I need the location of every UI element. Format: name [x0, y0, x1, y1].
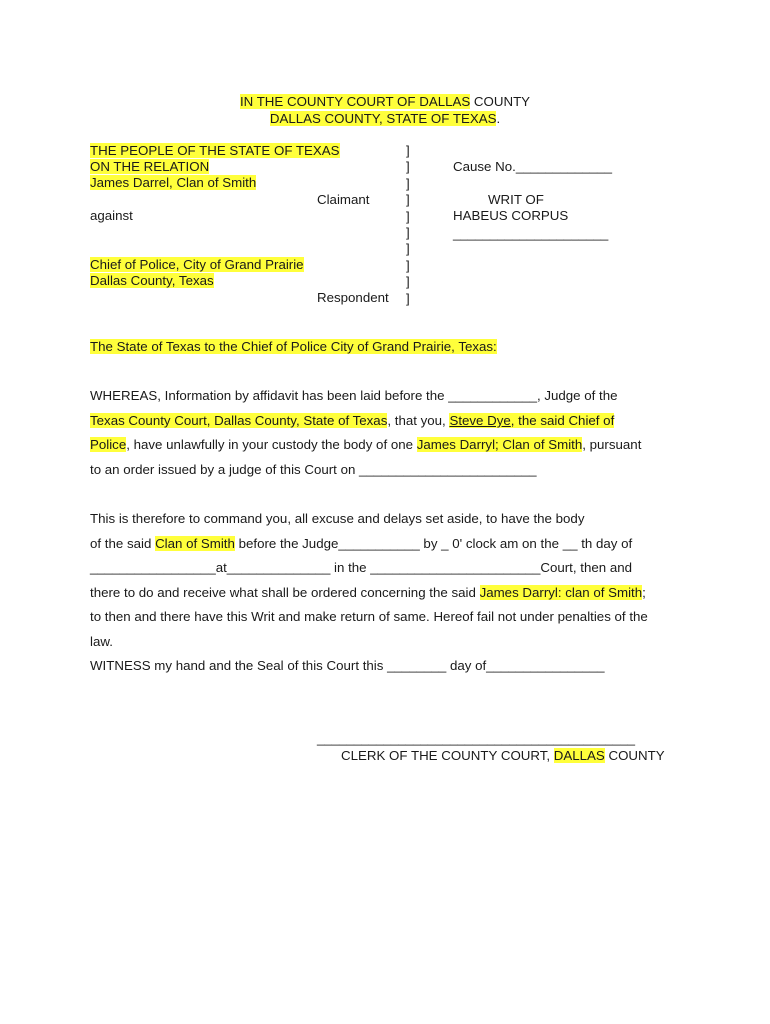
signature-county-highlight: DALLAS	[553, 748, 605, 763]
claimant-line-3-text: James Darrel, Clan of Smith	[90, 175, 257, 190]
para1-line-3	[90, 436, 641, 454]
respondent-line-2	[90, 273, 214, 289]
claimant-line-2-text: ON THE RELATION	[90, 159, 210, 174]
court-heading-line1-highlight: IN THE COUNTY COURT OF DALLAS	[239, 94, 471, 109]
para1-line-3-end: , pursuant	[582, 437, 642, 452]
para1-line-4: to an order issued by a judge of this Court on ________________________	[90, 462, 537, 477]
claimant-name-highlight-2: James Darryl: clan of Smith	[479, 585, 643, 600]
police-highlight: Police	[90, 437, 127, 452]
respondent-line-1-text: Chief of Police, City of Grand Prairie	[90, 257, 304, 272]
claimant-line-2	[90, 159, 209, 175]
signature-line: ___________________________________________	[317, 731, 635, 746]
writ-title-line-1: WRIT OF	[488, 192, 544, 207]
bracket: ]	[406, 274, 410, 290]
para2-line-4-end: ;	[642, 585, 646, 600]
court-heading-line2	[0, 110, 770, 127]
court-heading	[0, 93, 770, 110]
salutation-text: The State of Texas to the Chief of Police City of Grand Prairie, Texas:	[90, 339, 497, 354]
para2-line-2-end: before the Judge___________ by _ 0' clock am on the __ th day of	[234, 536, 633, 551]
court-heading-line2-highlight: DALLAS COUNTY, STATE OF TEXAS	[269, 111, 497, 126]
bracket: ]	[406, 208, 410, 224]
para1-line-2	[90, 412, 614, 430]
signature-label	[341, 748, 665, 764]
respondent-name-highlight: Steve Dye	[449, 413, 511, 428]
claimant-line-3	[90, 175, 256, 191]
bracket: ]	[406, 143, 410, 158]
court-heading-line1-rest: COUNTY	[470, 94, 531, 109]
para2-line-3: _________________at______________ in the _______________________Court, then and	[90, 560, 633, 575]
para2-line-4	[90, 584, 646, 602]
cause-number: Cause No._____________	[453, 159, 612, 174]
against-label: against	[90, 208, 133, 223]
para1-line-2-text: , that you,	[387, 413, 450, 428]
para2-line-2-start: of the said	[90, 536, 156, 551]
claimant-name-highlight: James Darryl; Clan of Smith	[416, 437, 583, 452]
claimant-line-1-text: THE PEOPLE OF THE STATE OF TEXAS	[90, 143, 340, 158]
bracket: ]	[406, 290, 410, 306]
salutation	[90, 338, 497, 356]
para2-line-5: to then and there have this Writ and make return of same. Hereof fail not under penalties of the	[90, 609, 648, 624]
signature-label-start: CLERK OF THE COUNTY COURT,	[341, 748, 554, 763]
court-name-highlight: Texas County Court, Dallas County, State of Texas	[90, 413, 388, 428]
respondent-line-2-text: Dallas County, Texas	[90, 273, 214, 288]
para1-line-3-text: , have unlawfully in your custody the body of one	[126, 437, 417, 452]
chief-title-highlight: , the said Chief of	[510, 413, 615, 428]
bracket: ]	[406, 159, 410, 175]
para2-line-4-start: there to do and receive what shall be ordered concerning the said	[90, 585, 480, 600]
para2-line-2	[90, 535, 632, 553]
signature-label-end: COUNTY	[604, 748, 665, 763]
para2-line-1: This is therefore to command you, all excuse and delays set aside, to have the body	[90, 511, 585, 526]
bracket: ]	[406, 175, 410, 191]
para2-line-6: law.	[90, 634, 113, 649]
bracket: ]	[406, 241, 410, 257]
caption-brackets	[406, 143, 410, 307]
para1-line-1: WHEREAS, Information by affidavit has been laid before the ____________, Judge of the	[90, 388, 618, 403]
respondent-role: Respondent	[317, 290, 389, 305]
bracket: ]	[406, 225, 410, 241]
claimant-role: Claimant	[317, 192, 370, 207]
court-heading-line2-rest: .	[496, 111, 501, 126]
writ-title-line-2: HABEUS CORPUS	[453, 208, 569, 223]
claimant-line-1	[90, 143, 340, 159]
writ-title-underline: _____________________	[453, 226, 609, 241]
clan-highlight: Clan of Smith	[155, 536, 235, 551]
bracket: ]	[406, 257, 410, 273]
bracket: ]	[406, 192, 410, 208]
witness-line: WITNESS my hand and the Seal of this Court this ________ day of________________	[90, 658, 605, 673]
respondent-line-1	[90, 257, 304, 273]
